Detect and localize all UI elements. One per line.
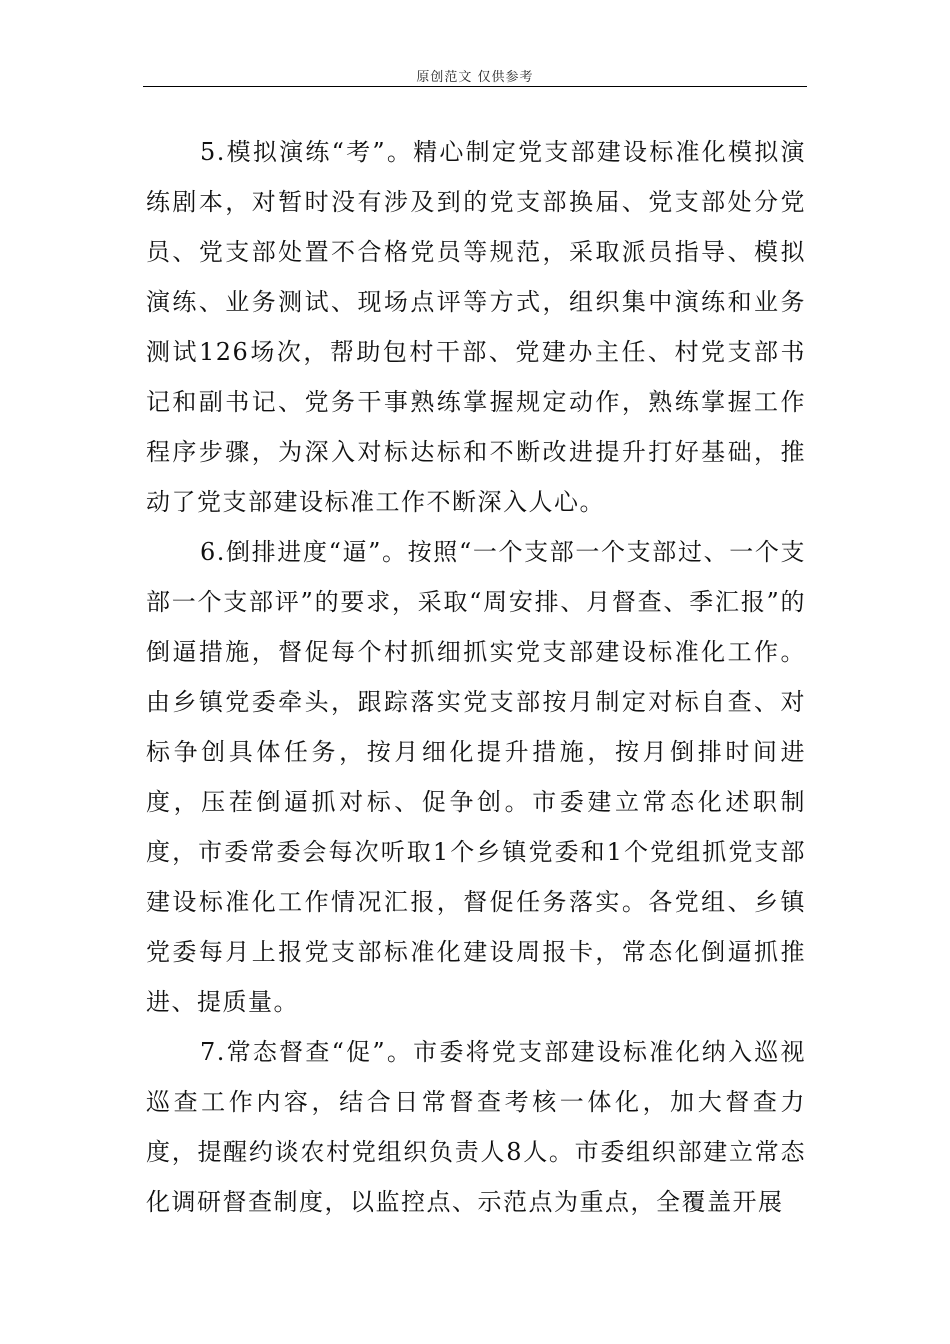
paragraph-5: 5.模拟演练“考”。精心制定党支部建设标准化模拟演练剧本，对暂时没有涉及到的党支部换届、党支部处分党员、党支部处置不合格党员等规范，采取派员指导、模拟演练、业务测试、现场点评等方式，组织集中演练和业务测试126场次，帮助包村干部、党建办主任、村党支部书记和副书记、党务干事熟练掌握规定动作，熟练掌握工作程序步骤，为深入对标达标和不断改进提升打好基础，推动了党支部建设标准工作不断深入人心。	[146, 138, 806, 516]
document-body	[146, 127, 806, 1227]
paragraph-7: 7.常态督查“促”。市委将党支部建设标准化纳入巡视巡查工作内容，结合日常督查考核一体化，加大督查力度，提醒约谈农村党组织负责人8人。市委组织部建立常态化调研督查制度，以监控点、示范点为重点，全覆盖开展	[146, 1038, 806, 1216]
paragraph-6: 6.倒排进度“逼”。按照“一个支部一个支部过、一个支部一个支部评”的要求，采取“周安排、月督查、季汇报”的倒逼措施，督促每个村抓细抓实党支部建设标准化工作。由乡镇党委牵头，跟踪落实党支部按月制定对标自查、对标争创具体任务，按月细化提升措施，按月倒排时间进度，压茬倒逼抓对标、促争创。市委建立常态化述职制度，市委常委会每次听取1个乡镇党委和1个党组抓党支部建设标准化工作情况汇报，督促任务落实。各党组、乡镇党委每月上报党支部标准化建设周报卡，常态化倒逼抓推进、提质量。	[146, 538, 806, 1016]
page-header: 原创范文 仅供参考	[416, 70, 534, 85]
header-divider	[143, 86, 807, 87]
